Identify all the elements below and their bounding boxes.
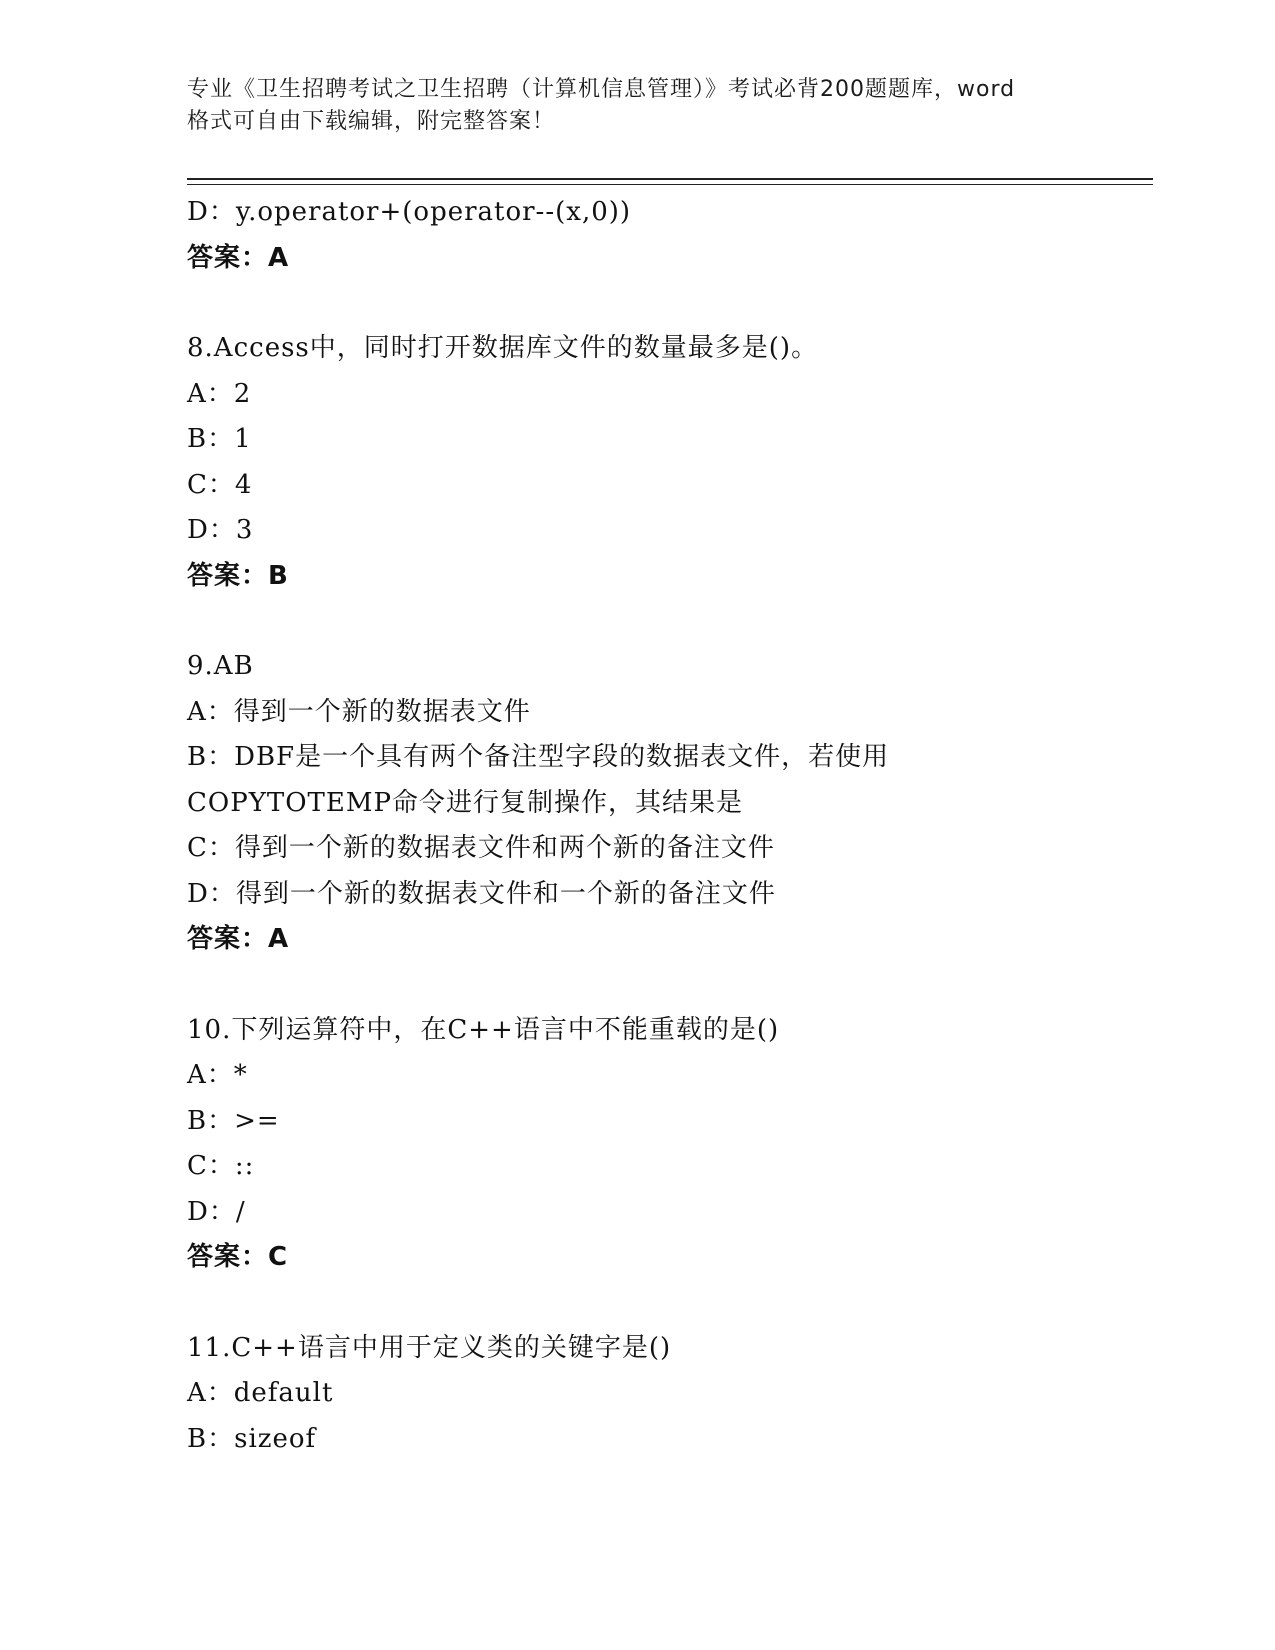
option-b: B：>= [187,1105,280,1136]
option-d: D：3 [187,515,254,545]
option-b: B：sizeof [187,1423,317,1454]
option-a: A：* [187,1060,248,1090]
option-a: A：得到一个新的数据表文件 [187,696,531,727]
question-stem: 10.下列运算符中，在C++语言中不能重载的是() [187,1014,780,1045]
question-9 [187,644,1147,963]
question-list [187,190,1147,1507]
header-rule-thick [187,178,1153,180]
question-10 [187,1008,1147,1281]
question-stem: 8.Access中，同时打开数据库文件的数量最多是()。 [187,333,819,363]
question-7-fragment [187,190,1147,281]
question-stem: 9.AB [187,651,254,681]
option-d: D：y.operator+(operator--(x,0)) [187,197,632,227]
option-a: A：default [187,1378,334,1408]
option-a: A：2 [187,378,252,409]
answer-line: 答案：B [187,560,289,591]
header-rule-thin [187,184,1153,185]
answer-line: 答案：A [187,924,290,954]
option-c: C：4 [187,469,253,500]
option-c: C：:: [187,1151,255,1181]
answer-line: 答案：C [187,1242,289,1272]
option-b: B：DBF是一个具有两个备注型字段的数据表文件，若使用COPYTOTEMP命令进行复制操作，其结果是 [187,742,890,818]
document-header [187,74,1087,138]
answer-line: 答案：A [187,242,290,273]
option-c: C：得到一个新的数据表文件和两个新的备注文件 [187,833,775,863]
header-title-line-2: 格式可自由下载编辑，附完整答案！ [187,109,556,134]
question-11 [187,1326,1147,1463]
question-8 [187,326,1147,599]
option-d: D：得到一个新的数据表文件和一个新的备注文件 [187,878,776,909]
option-b: B：1 [187,424,252,454]
option-d: D：/ [187,1196,246,1227]
question-stem: 11.C++语言中用于定义类的关键字是() [187,1332,672,1363]
header-title-line-1: 专业《卫生招聘考试之卫生招聘（计算机信息管理）》考试必背200题题库，word [187,77,1016,102]
